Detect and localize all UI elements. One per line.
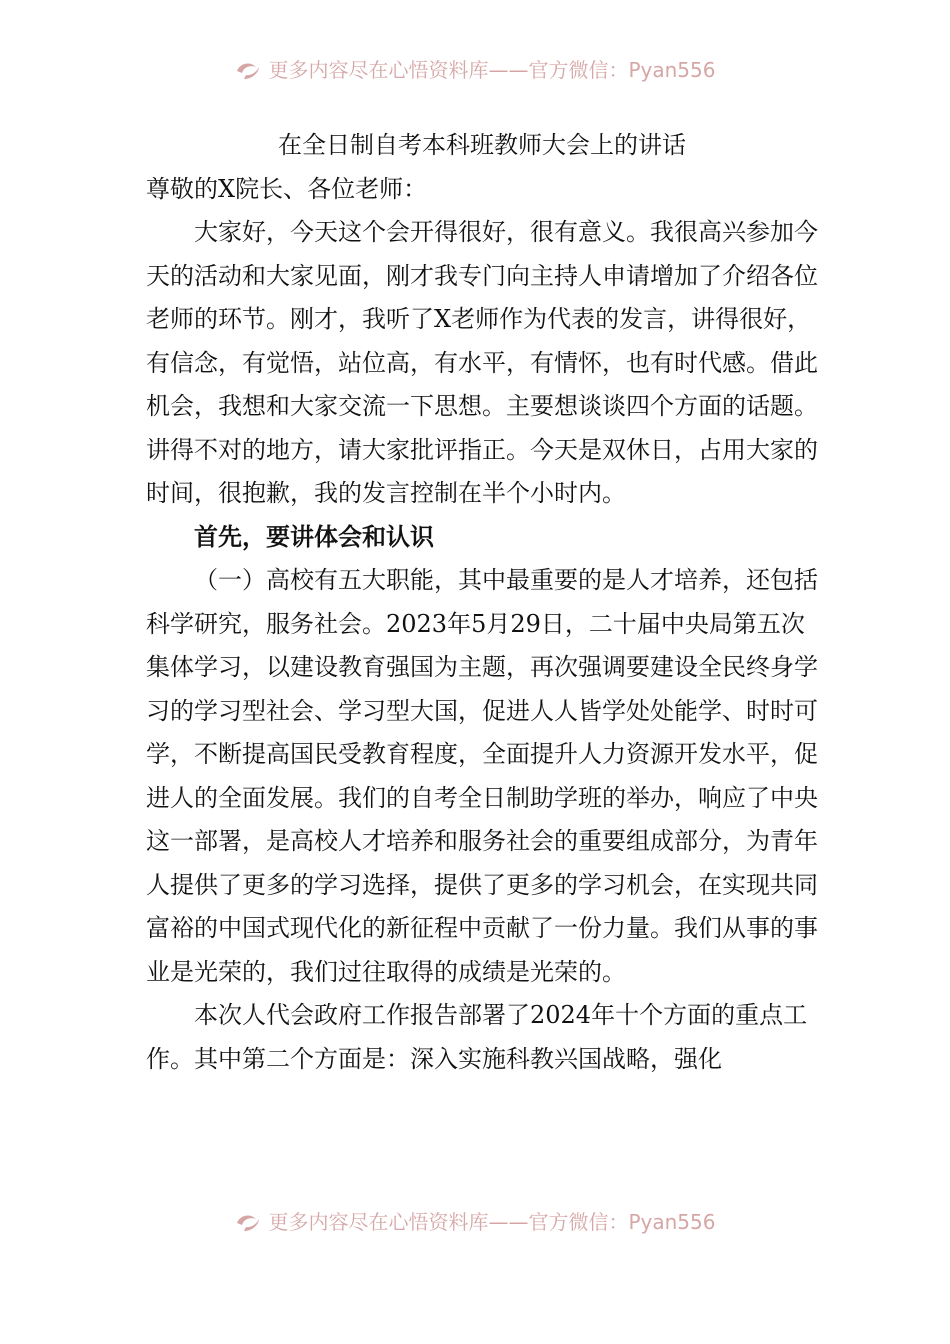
logo-icon [234,1211,262,1233]
section-heading: 首先，要讲体会和认识 [194,522,434,551]
document-title: 在全日制自考本科班教师大会上的讲话 [278,131,686,159]
header-watermark [0,58,950,82]
footer-watermark [0,1210,950,1234]
logo-icon [234,59,262,81]
header-watermark-text: 更多内容尽在心悟资料库——官方微信：Pyan556 [268,58,716,82]
document-body [146,124,818,1081]
paragraph-opening: 大家好，今天这个会开得很好，很有意义。我很高兴参加今天的活动和大家见面，刚才我专门向主持人申请增加了介绍各位老师的环节。刚才，我听了X老师作为代表的发言，讲得很好，有信念，有觉悟，站位高，有水平，有情怀，也有时代感。借此机会，我想和大家交流一下思想。主要想谈谈四个方面的话题。讲得不对的地方，请大家批评指正。今天是双休日，占用大家的时间，很抱歉，我的发言控制在半个小时内。 [146,218,818,507]
salutation: 尊敬的X院长、各位老师： [146,174,428,203]
paragraph-functions: （一）高校有五大职能，其中最重要的是人才培养，还包括科学研究，服务社会。2023年5月29日，二十届中央局第五次集体学习，以建设教育强国为主题，再次强调要建设全民终身学习的学习型社会、学习型大国，促进人人皆学处处能学、时时可学，不断提高国民受教育程度，全面提升人力资源开发水平，促进人的全面发展。我们的自考全日制助学班的举办，响应了中央这一部署，是高校人才培养和服务社会的重要组成部分，为青年人提供了更多的学习选择，提供了更多的学习机会，在实现共同富裕的中国式现代化的新征程中贡献了一份力量。我们从事的事业是光荣的，我们过往取得的成绩是光荣的。 [146,566,818,986]
footer-watermark-text: 更多内容尽在心悟资料库——官方微信：Pyan556 [268,1210,716,1234]
paragraph-report: 本次人代会政府工作报告部署了2024年十个方面的重点工作。其中第二个方面是：深入实施科教兴国战略，强化 [146,1001,808,1073]
